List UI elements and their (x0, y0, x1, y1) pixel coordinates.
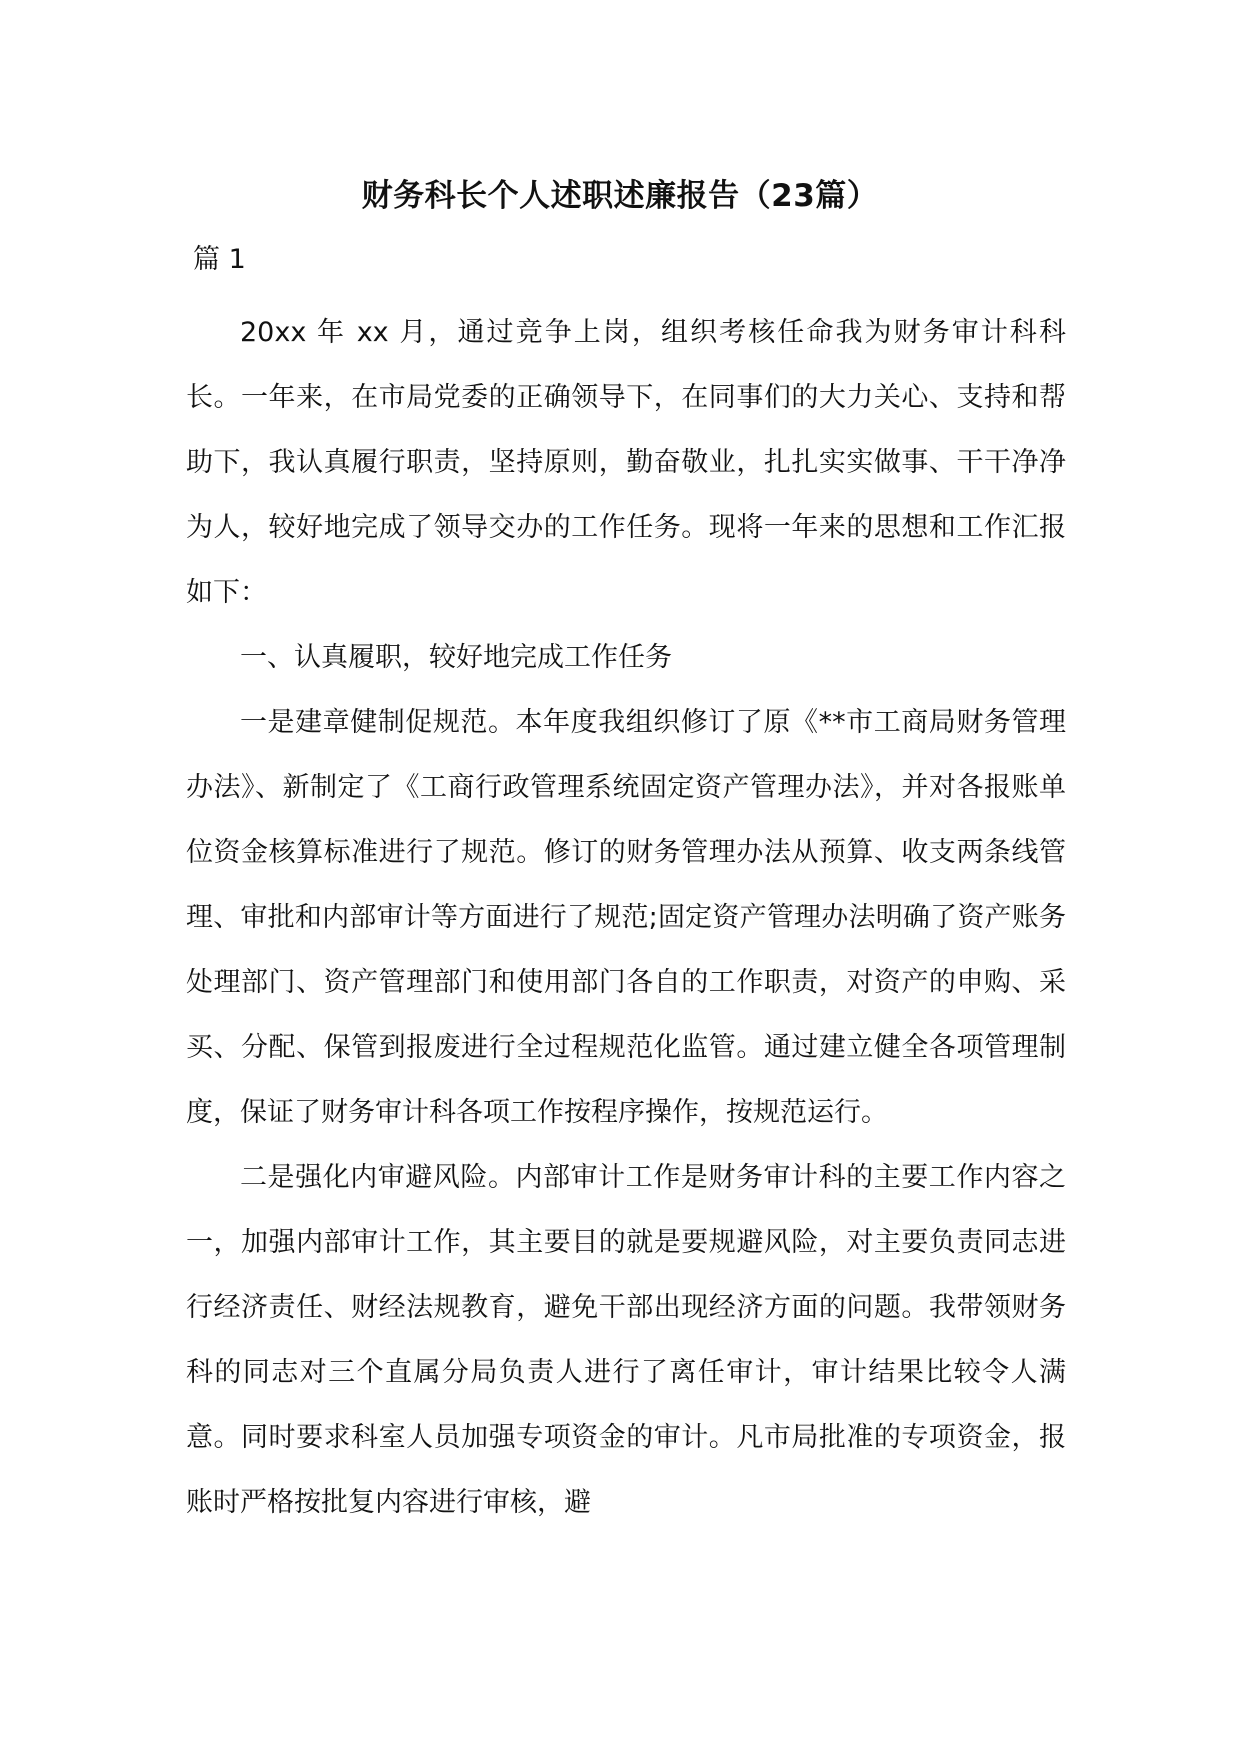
paragraph-internal-audit: 二是强化内审避风险。内部审计工作是财务审计科的主要工作内容之一，加强内部审计工作，其主要目的就是要规避风险，对主要负责同志进行经济责任、财经法规教育，避免干部出现经济方面的问题。我带领财务科的同志对三个直属分局负责人进行了离任审计，审计结果比较令人满意。同时要求科室人员加强专项资金的审计。凡市局批准的专项资金，报账时严格按批复内容进行审核，避 (186, 1162, 1066, 1518)
document-title: 财务科长个人述职述廉报告（23篇） (361, 178, 879, 214)
paragraph-heading-1: 一、认真履职，较好地完成工作任务 (240, 642, 672, 673)
paragraph-intro: 20xx 年 xx 月，通过竞争上岗，组织考核任命我为财务审计科科长。一年来，在市局党委的正确领导下，在同事们的大力关心、支持和帮助下，我认真履行职责，坚持原则，勤奋敬业，扎扎实实做事、干干净净为人，较好地完成了领导交办的工作任务。现将一年来的思想和工作汇报如下： (186, 317, 1066, 608)
section-label: 篇 1 (193, 244, 246, 275)
paragraph-regulations: 一是建章健制促规范。本年度我组织修订了原《**市工商局财务管理办法》、新制定了《工商行政管理系统固定资产管理办法》，并对各报账单位资金核算标准进行了规范。修订的财务管理办法从预算、收支两条线管理、审批和内部审计等方面进行了规范;固定资产管理办法明确了资产账务处理部门、资产管理部门和使用部门各自的工作职责，对资产的申购、采买、分配、保管到报废进行全过程规范化监管。通过建立健全各项管理制度，保证了财务审计科各项工作按程序操作，按规范运行。 (186, 707, 1066, 1128)
document-body (186, 300, 1066, 1535)
